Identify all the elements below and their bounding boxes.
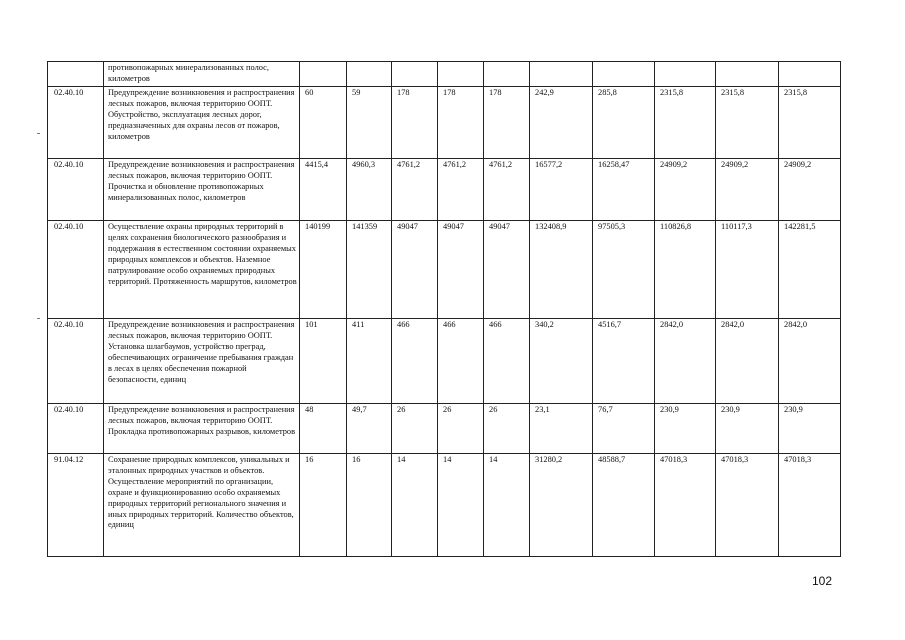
- row-value: 4761,2: [484, 159, 530, 221]
- row-value: 340,2: [530, 319, 593, 404]
- row-value: [716, 62, 779, 87]
- row-code: 02.40.10: [48, 87, 104, 159]
- row-description: Предупреждение возникновения и распространения лесных пожаров, включая территорию ООПТ. Прочистка и обновление противопожарных минерализованных полос, километров: [104, 159, 300, 221]
- row-value: 2842,0: [716, 319, 779, 404]
- row-value: [438, 62, 484, 87]
- row-description: Осуществление охраны природных территорий в целях сохранения биологического разнообразия и поддержания в естественном состоянии охраняемых природных комплексов и объектов. Наземное патрулирование особо охраняемых природных территорий. Протяженность маршрутов, километров: [104, 221, 300, 319]
- row-value: [300, 62, 347, 87]
- row-value: 142281,5: [779, 221, 841, 319]
- row-value: [530, 62, 593, 87]
- row-value: 26: [484, 404, 530, 454]
- row-code: 91.04.12: [48, 454, 104, 557]
- row-code: 02.40.10: [48, 319, 104, 404]
- row-value: 49047: [438, 221, 484, 319]
- row-value: [655, 62, 716, 87]
- row-description: Предупреждение возникновения и распространения лесных пожаров, включая территорию ООПТ. Установка шлагбаумов, устройство преград, обеспечивающих ограничение пребывания граждан в лесах в целях обеспечения пожарной безопасности, единиц: [104, 319, 300, 404]
- row-value: 24909,2: [779, 159, 841, 221]
- row-value: 110826,8: [655, 221, 716, 319]
- row-value: 24909,2: [716, 159, 779, 221]
- row-value: 178: [484, 87, 530, 159]
- row-value: 230,9: [655, 404, 716, 454]
- row-value: 26: [392, 404, 438, 454]
- row-value: 47018,3: [779, 454, 841, 557]
- row-code: 02.40.10: [48, 221, 104, 319]
- row-value: 16: [347, 454, 392, 557]
- row-code: [48, 62, 104, 87]
- row-value: 2315,8: [716, 87, 779, 159]
- row-value: 47018,3: [716, 454, 779, 557]
- row-value: 242,9: [530, 87, 593, 159]
- row-description: Сохранение природных комплексов, уникальных и эталонных природных участков и объектов. Осуществление мероприятий по организации, охране и функционированию особо охраняемых природных территорий регионального значения и иных природных территорий. Количество объектов, единиц: [104, 454, 300, 557]
- row-value: 4761,2: [392, 159, 438, 221]
- row-value: 31280,2: [530, 454, 593, 557]
- row-value: 48: [300, 404, 347, 454]
- table-row: [48, 319, 841, 404]
- row-code: 02.40.10: [48, 404, 104, 454]
- row-value: [779, 62, 841, 87]
- table-row: [48, 454, 841, 557]
- row-value: 141359: [347, 221, 392, 319]
- row-value: 4960,3: [347, 159, 392, 221]
- row-value: 59: [347, 87, 392, 159]
- row-value: 97505,3: [593, 221, 655, 319]
- table-row: [48, 87, 841, 159]
- row-value: [392, 62, 438, 87]
- row-value: 76,7: [593, 404, 655, 454]
- row-value: 178: [392, 87, 438, 159]
- row-description: противопожарных минерализованных полос, километров: [104, 62, 300, 87]
- row-value: 60: [300, 87, 347, 159]
- row-description: Предупреждение возникновения и распространения лесных пожаров, включая территорию ООПТ. Прокладка противопожарных разрывов, километров: [104, 404, 300, 454]
- row-value: 411: [347, 319, 392, 404]
- row-value: 23,1: [530, 404, 593, 454]
- page-number: 102: [812, 574, 833, 588]
- row-value: 49,7: [347, 404, 392, 454]
- table-row: [48, 62, 841, 87]
- row-description: Предупреждение возникновения и распространения лесных пожаров, включая территорию ООПТ. Обустройство, эксплуатация лесных дорог, предназначенных для охраны лесов от пожаров, километров: [104, 87, 300, 159]
- row-value: 14: [392, 454, 438, 557]
- row-code: 02.40.10: [48, 159, 104, 221]
- row-value: [593, 62, 655, 87]
- row-value: 2842,0: [779, 319, 841, 404]
- row-value: 14: [438, 454, 484, 557]
- row-value: [347, 62, 392, 87]
- row-value: 16577,2: [530, 159, 593, 221]
- row-value: 16258,47: [593, 159, 655, 221]
- row-value: 48588,7: [593, 454, 655, 557]
- margin-mark: [37, 318, 40, 319]
- row-value: 4415,4: [300, 159, 347, 221]
- row-value: 466: [484, 319, 530, 404]
- table-row: [48, 159, 841, 221]
- row-value: 49047: [392, 221, 438, 319]
- row-value: 47018,3: [655, 454, 716, 557]
- row-value: 140199: [300, 221, 347, 319]
- row-value: 4761,2: [438, 159, 484, 221]
- row-value: 101: [300, 319, 347, 404]
- row-value: 14: [484, 454, 530, 557]
- row-value: 4516,7: [593, 319, 655, 404]
- row-value: 466: [438, 319, 484, 404]
- row-value: [484, 62, 530, 87]
- row-value: 26: [438, 404, 484, 454]
- row-value: 16: [300, 454, 347, 557]
- row-value: 2315,8: [779, 87, 841, 159]
- margin-mark: [37, 133, 40, 134]
- row-value: 178: [438, 87, 484, 159]
- report-table: [47, 61, 841, 557]
- row-value: 230,9: [716, 404, 779, 454]
- table-row: [48, 404, 841, 454]
- row-value: 230,9: [779, 404, 841, 454]
- row-value: 110117,3: [716, 221, 779, 319]
- row-value: 2315,8: [655, 87, 716, 159]
- row-value: 132408,9: [530, 221, 593, 319]
- table-row: [48, 221, 841, 319]
- row-value: 285,8: [593, 87, 655, 159]
- row-value: 49047: [484, 221, 530, 319]
- row-value: 2842,0: [655, 319, 716, 404]
- report-table-body: [48, 62, 841, 557]
- row-value: 24909,2: [655, 159, 716, 221]
- row-value: 466: [392, 319, 438, 404]
